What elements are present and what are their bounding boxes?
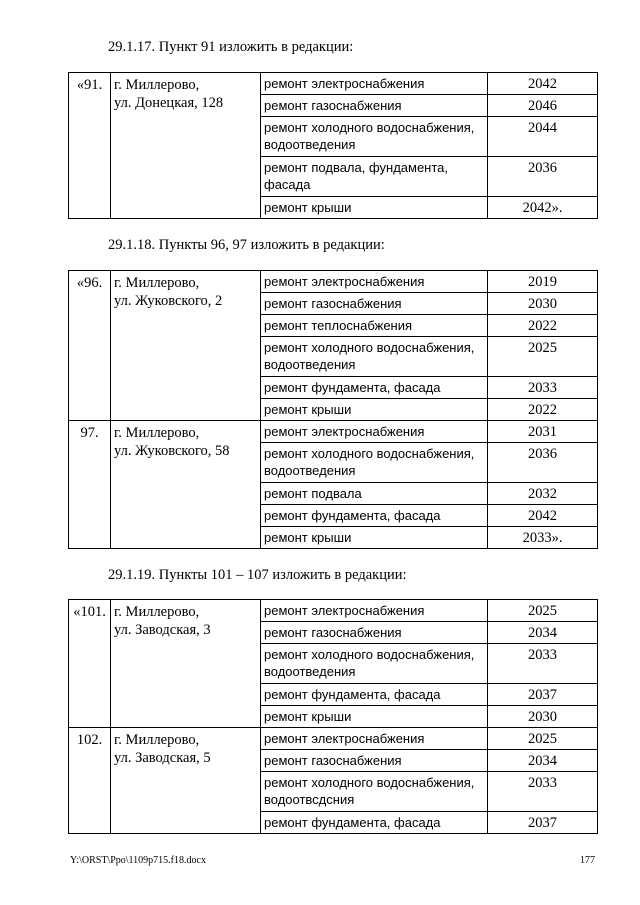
work-type-line: ремонт холодного водоснабжения,: [264, 340, 475, 355]
table-row: [69, 600, 598, 622]
work-type-cell: [261, 527, 488, 549]
table-section-3: [68, 599, 598, 834]
work-type-line: ремонт газоснабжения: [264, 753, 402, 768]
footer-page-number: 177: [580, 855, 595, 866]
table-row: [69, 728, 598, 750]
work-type-line: ремонт холодного водоснабжения,: [264, 446, 475, 461]
work-type-cell: [261, 73, 488, 95]
section-heading-2: 29.1.18. Пункты 96, 97 изложить в редакции:: [108, 237, 385, 253]
address-line: ул. Жуковского, 58: [114, 443, 230, 459]
work-type-cell: [261, 271, 488, 293]
work-type-cell: [261, 622, 488, 644]
table-row: [69, 421, 598, 443]
work-type-cell: [261, 117, 488, 157]
address-line: г. Миллерово,: [114, 77, 200, 93]
work-type-cell: [261, 293, 488, 315]
work-type-line: ремонт крыши: [264, 709, 352, 724]
work-type-cell: [261, 684, 488, 706]
year-cell: 2022: [488, 399, 598, 421]
work-type-line: ремонт холодного водоснабжения,: [264, 647, 475, 662]
item-number: «91.: [69, 73, 111, 219]
work-type-cell: [261, 505, 488, 527]
work-type-cell: [261, 377, 488, 399]
work-type-line: ремонт крыши: [264, 200, 352, 215]
address-cell: [111, 600, 261, 728]
year-cell: 2032: [488, 483, 598, 505]
address-cell: [111, 728, 261, 834]
table-row: [69, 271, 598, 293]
work-type-line: ремонт газоснабжения: [264, 98, 402, 113]
work-type-line: ремонт электроснабжения: [264, 731, 425, 746]
year-cell: 2031: [488, 421, 598, 443]
work-type-line: ремонт фундамента, фасада: [264, 380, 441, 395]
year-cell: 2042: [488, 505, 598, 527]
work-type-line: ремонт электроснабжения: [264, 424, 425, 439]
work-type-cell: [261, 337, 488, 377]
year-cell: 2022: [488, 315, 598, 337]
table-row: [69, 73, 598, 95]
year-cell: 2046: [488, 95, 598, 117]
work-type-cell: [261, 443, 488, 483]
work-type-cell: [261, 95, 488, 117]
address-line: ул. Жуковского, 2: [114, 293, 223, 309]
work-type-line: ремонт электроснабжения: [264, 76, 425, 91]
work-type-cell: [261, 600, 488, 622]
work-type-line: водоотведения: [264, 664, 356, 679]
work-type-line: ремонт электроснабжения: [264, 274, 425, 289]
footer-file-path: Y:\ORST\Ppo\1109p715.f18.docx: [70, 855, 206, 866]
year-cell: 2033».: [488, 527, 598, 549]
section-heading-1: 29.1.17. Пункт 91 изложить в редакции:: [108, 39, 354, 55]
year-cell: 2042: [488, 73, 598, 95]
work-type-cell: [261, 399, 488, 421]
work-type-cell: [261, 750, 488, 772]
year-cell: 2033: [488, 644, 598, 684]
work-type-line: водоотведения: [264, 463, 356, 478]
item-number: 102.: [69, 728, 111, 834]
work-type-cell: [261, 644, 488, 684]
work-type-line: ремонт фундамента, фасада: [264, 687, 441, 702]
address-line: ул. Заводская, 5: [114, 750, 211, 766]
work-type-line: водоотведения: [264, 137, 356, 152]
address-line: г. Миллерово,: [114, 275, 200, 291]
work-type-line: ремонт газоснабжения: [264, 296, 402, 311]
work-type-line: ремонт фундамента, фасада: [264, 815, 441, 830]
year-cell: 2030: [488, 293, 598, 315]
year-cell: 2033: [488, 772, 598, 812]
year-cell: 2019: [488, 271, 598, 293]
address-line: г. Миллерово,: [114, 425, 200, 441]
year-cell: 2036: [488, 157, 598, 197]
table-section-1: [68, 72, 598, 219]
item-number: «96.: [69, 271, 111, 421]
year-cell: 2033: [488, 377, 598, 399]
year-cell: 2025: [488, 337, 598, 377]
year-cell: 2025: [488, 600, 598, 622]
item-number: «101.: [69, 600, 111, 728]
address-cell: [111, 421, 261, 549]
work-type-cell: [261, 315, 488, 337]
year-cell: 2025: [488, 728, 598, 750]
work-type-cell: [261, 197, 488, 219]
work-type-cell: [261, 706, 488, 728]
work-type-cell: [261, 421, 488, 443]
work-type-cell: [261, 772, 488, 812]
year-cell: 2042».: [488, 197, 598, 219]
work-type-line: ремонт фундамента, фасада: [264, 508, 441, 523]
work-type-line: ремонт подвала, фундамента,: [264, 160, 449, 175]
work-type-cell: [261, 812, 488, 834]
year-cell: 2034: [488, 750, 598, 772]
work-type-cell: [261, 157, 488, 197]
table-section-2: [68, 270, 598, 549]
work-type-line: ремонт холодного водоснабжения,: [264, 120, 475, 135]
work-type-line: водоотведения: [264, 357, 356, 372]
year-cell: 2036: [488, 443, 598, 483]
year-cell: 2034: [488, 622, 598, 644]
work-type-cell: [261, 483, 488, 505]
work-type-line: ремонт подвала: [264, 486, 362, 501]
address-line: ул. Донецкая, 128: [114, 95, 224, 111]
address-line: г. Миллерово,: [114, 732, 200, 748]
address-line: ул. Заводская, 3: [114, 622, 211, 638]
work-type-cell: [261, 728, 488, 750]
work-type-line: ремонт электроснабжения: [264, 603, 425, 618]
address-cell: [111, 73, 261, 219]
address-line: г. Миллерово,: [114, 604, 200, 620]
work-type-line: ремонт газоснабжения: [264, 625, 402, 640]
year-cell: 2037: [488, 684, 598, 706]
work-type-line: ремонт холодного водоснабжения,: [264, 775, 475, 790]
work-type-line: фасада: [264, 177, 311, 192]
section-heading-3: 29.1.19. Пункты 101 – 107 изложить в редакции:: [108, 567, 407, 583]
address-cell: [111, 271, 261, 421]
item-number: 97.: [69, 421, 111, 549]
work-type-line: водоотвсдсния: [264, 792, 355, 807]
work-type-line: ремонт крыши: [264, 402, 352, 417]
work-type-line: ремонт крыши: [264, 530, 352, 545]
year-cell: 2030: [488, 706, 598, 728]
year-cell: 2044: [488, 117, 598, 157]
year-cell: 2037: [488, 812, 598, 834]
work-type-line: ремонт теплоснабжения: [264, 318, 413, 333]
